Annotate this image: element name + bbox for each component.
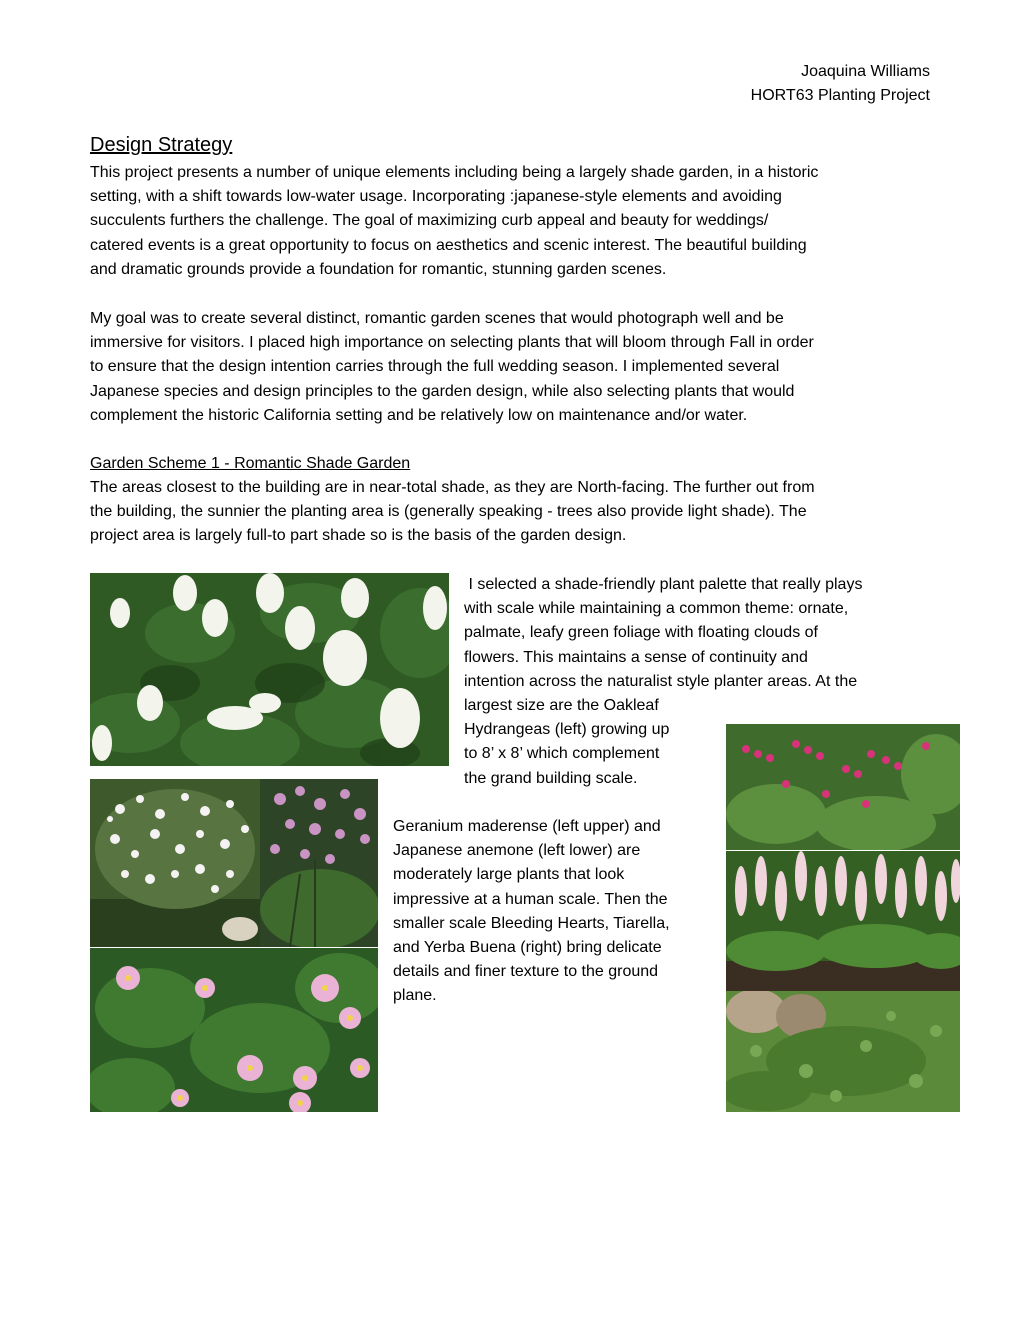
text-line: project area is largely full-to part shade so is the basis of the garden design. (90, 527, 627, 545)
scheme-heading: Garden Scheme 1 - Romantic Shade Garden (90, 455, 411, 472)
plant-palette-text: I selected a shade-friendly plant palette that really plays with scale while maintaining a common theme: ornate, palmate, leafy green foliage with floating clouds of flowers. This maintains a sense of continuity and intention across the naturalist style planter areas. At the largest size are the Oakleaf Hydrangeas (left) growing up to 8’ x 8’ which complement the grand building scale. (464, 576, 863, 787)
japanese-anemone-photo (90, 948, 378, 1112)
text-line: succulents furthers the challenge. The goal of maximizing curb appeal and beauty for weddings/ (90, 212, 769, 230)
text-line: Japanese species and design principles to the garden design, while also selecting plants that would (90, 382, 795, 400)
text-line: catered events is a great opportunity to focus on aesthetics and scenic interest. The beautiful building (90, 236, 807, 254)
white-flower-shrub-photo (90, 779, 260, 947)
text-line: and dramatic grounds provide a foundation for romantic, stunning garden scenes. (90, 260, 667, 278)
text-line: complement the historic California setting and be relatively low on maintenance and/or water. (90, 406, 748, 424)
text-line: The areas closest to the building are in near-total shade, as they are North-facing. The further out from (90, 479, 815, 496)
plant-scale-text: Geranium maderense (left upper) and Japanese anemone (left lower) are moderately large plants that look impressive at a human scale. Then the smaller scale Bleeding Hearts, Tiarella, and Yerba Buena (right) bring delicate details and finer texture to the ground plane. (393, 818, 670, 1005)
text-line: the building, the sunnier the planting area is (generally speaking - trees also provide light shade). The (90, 503, 807, 521)
text-line: setting, with a shift towards low-water usage. Incorporating :japanese-style elements and avoiding (90, 188, 782, 206)
tiarella-photo (726, 851, 960, 991)
text-line: This project presents a number of unique elements including being a largely shade garden, in a historic (90, 164, 819, 181)
course-title: HORT63 Planting Project (750, 87, 930, 104)
text-line: immersive for visitors. I placed high importance on selecting plants that will bloom through Fall in order (90, 334, 814, 352)
paragraph-scheme (90, 476, 932, 549)
bleeding-hearts-photo (726, 724, 960, 850)
text-line: to ensure that the design intention carries through the full wedding season. I implemented several (90, 358, 780, 376)
geranium-maderense-photo (260, 779, 378, 947)
author-name: Joaquina Williams (801, 63, 930, 80)
text-line: My goal was to create several distinct, romantic garden scenes that would photograph well and be (90, 310, 784, 327)
section-title: Design Strategy (90, 134, 233, 156)
hydrangea-photo (90, 573, 449, 766)
yerba-buena-photo (726, 991, 960, 1112)
paragraph-goal (90, 307, 932, 428)
paragraph-intro (90, 161, 932, 282)
